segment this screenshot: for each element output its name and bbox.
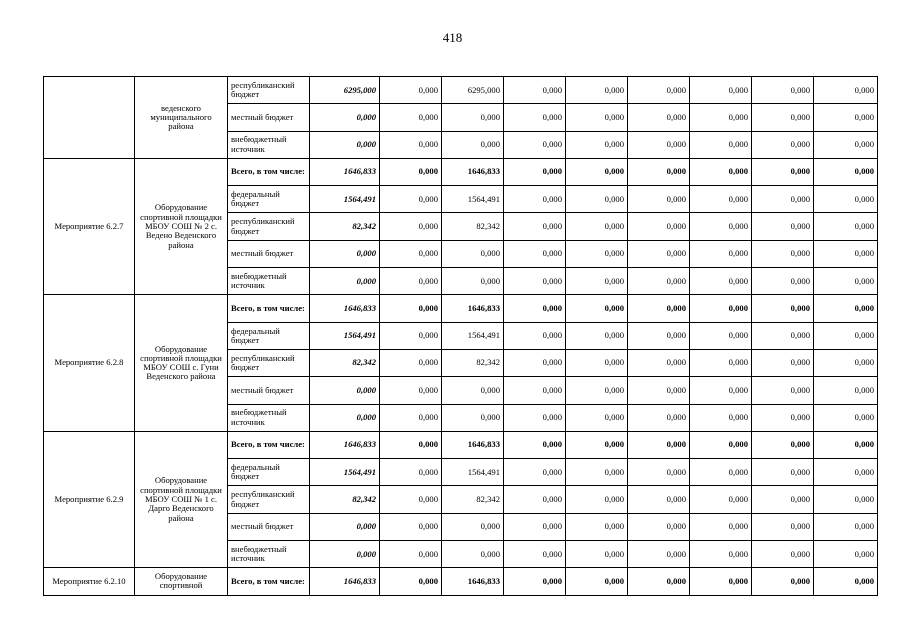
year-value-cell: 0,000 — [628, 186, 690, 213]
year-value-cell: 0,000 — [752, 541, 814, 568]
year-value-cell: 0,000 — [814, 131, 878, 158]
year-value-cell: 0,000 — [566, 322, 628, 349]
year-value-cell: 0,000 — [566, 404, 628, 431]
page-number: 418 — [442, 30, 463, 45]
year-value-cell: 0,000 — [504, 322, 566, 349]
year-value-cell: 0,000 — [504, 431, 566, 458]
year-value-cell: 0,000 — [504, 77, 566, 104]
year-value-cell: 0,000 — [752, 349, 814, 376]
description-cell: веденского муниципального района — [135, 77, 228, 159]
funding-source-cell: внебюджетный источник — [228, 541, 310, 568]
year-value-cell: 0,000 — [504, 486, 566, 513]
funding-source-cell: Всего, в том числе: — [228, 568, 310, 595]
year-value-cell: 0,000 — [504, 541, 566, 568]
year-value-cell: 0,000 — [504, 513, 566, 540]
total-cell: 0,000 — [310, 377, 380, 404]
year-value-cell: 0,000 — [566, 131, 628, 158]
year-value-cell: 0,000 — [504, 295, 566, 322]
year-value-cell: 0,000 — [752, 513, 814, 540]
event-cell: Мероприятие 6.2.8 — [44, 295, 135, 431]
total-cell: 1564,491 — [310, 459, 380, 486]
year-value-cell: 0,000 — [690, 349, 752, 376]
year-value-cell: 0,000 — [442, 377, 504, 404]
total-cell: 82,342 — [310, 349, 380, 376]
table-row — [44, 431, 878, 458]
year-value-cell: 0,000 — [442, 513, 504, 540]
table-row — [44, 295, 878, 322]
year-value-cell: 1564,491 — [442, 186, 504, 213]
year-value-cell: 0,000 — [690, 131, 752, 158]
year-value-cell: 1646,833 — [442, 431, 504, 458]
total-cell: 1646,833 — [310, 568, 380, 595]
funding-source-cell: Всего, в том числе: — [228, 295, 310, 322]
funding-source-cell: местный бюджет — [228, 513, 310, 540]
year-value-cell: 0,000 — [814, 349, 878, 376]
year-value-cell: 0,000 — [690, 459, 752, 486]
funding-source-cell: Всего, в том числе: — [228, 158, 310, 185]
year-value-cell: 0,000 — [628, 104, 690, 131]
year-value-cell: 0,000 — [752, 240, 814, 267]
year-value-cell: 0,000 — [814, 459, 878, 486]
year-value-cell: 0,000 — [628, 568, 690, 595]
year-value-cell: 0,000 — [690, 240, 752, 267]
year-value-cell: 0,000 — [814, 240, 878, 267]
year-value-cell: 1646,833 — [442, 295, 504, 322]
year-value-cell: 0,000 — [380, 349, 442, 376]
year-value-cell: 0,000 — [566, 568, 628, 595]
budget-table-body — [44, 77, 878, 596]
year-value-cell: 1564,491 — [442, 459, 504, 486]
year-value-cell: 0,000 — [380, 513, 442, 540]
year-value-cell: 0,000 — [566, 213, 628, 240]
year-value-cell: 0,000 — [814, 77, 878, 104]
year-value-cell: 82,342 — [442, 213, 504, 240]
year-value-cell: 0,000 — [690, 541, 752, 568]
funding-source-cell: внебюджетный источник — [228, 404, 310, 431]
total-cell: 0,000 — [310, 240, 380, 267]
year-value-cell: 0,000 — [628, 349, 690, 376]
year-value-cell: 0,000 — [752, 104, 814, 131]
funding-source-cell: местный бюджет — [228, 240, 310, 267]
funding-source-cell: республиканский бюджет — [228, 349, 310, 376]
year-value-cell: 0,000 — [814, 104, 878, 131]
year-value-cell: 0,000 — [752, 131, 814, 158]
year-value-cell: 0,000 — [690, 77, 752, 104]
year-value-cell: 0,000 — [628, 541, 690, 568]
year-value-cell: 0,000 — [628, 77, 690, 104]
total-cell: 6295,000 — [310, 77, 380, 104]
funding-source-cell: федеральный бюджет — [228, 322, 310, 349]
year-value-cell: 0,000 — [752, 486, 814, 513]
year-value-cell: 0,000 — [504, 131, 566, 158]
description-cell: Оборудование спортивной площадки МБОУ СОШ с. Гуни Веденского района — [135, 295, 228, 431]
year-value-cell: 0,000 — [566, 486, 628, 513]
year-value-cell: 0,000 — [566, 349, 628, 376]
year-value-cell: 1646,833 — [442, 158, 504, 185]
year-value-cell: 82,342 — [442, 349, 504, 376]
description-cell: Оборудование спортивной площадки МБОУ СОШ № 1 с. Дарго Веденского района — [135, 431, 228, 567]
year-value-cell: 0,000 — [380, 295, 442, 322]
year-value-cell: 0,000 — [380, 213, 442, 240]
year-value-cell: 0,000 — [628, 213, 690, 240]
year-value-cell: 0,000 — [752, 295, 814, 322]
year-value-cell: 0,000 — [752, 213, 814, 240]
event-cell: Мероприятие 6.2.9 — [44, 431, 135, 567]
description-cell: Оборудование спортивной площадки МБОУ СОШ № 2 с. Ведено Веденского района — [135, 158, 228, 294]
year-value-cell: 0,000 — [814, 322, 878, 349]
year-value-cell: 0,000 — [380, 322, 442, 349]
year-value-cell: 0,000 — [380, 158, 442, 185]
funding-source-cell: республиканский бюджет — [228, 77, 310, 104]
year-value-cell: 0,000 — [380, 404, 442, 431]
year-value-cell: 82,342 — [442, 486, 504, 513]
year-value-cell: 0,000 — [752, 404, 814, 431]
year-value-cell: 0,000 — [380, 568, 442, 595]
year-value-cell: 0,000 — [752, 268, 814, 295]
year-value-cell: 0,000 — [628, 377, 690, 404]
year-value-cell: 0,000 — [504, 349, 566, 376]
year-value-cell: 0,000 — [566, 377, 628, 404]
year-value-cell: 0,000 — [752, 377, 814, 404]
year-value-cell: 0,000 — [566, 268, 628, 295]
total-cell: 82,342 — [310, 213, 380, 240]
year-value-cell: 0,000 — [628, 404, 690, 431]
year-value-cell: 0,000 — [566, 104, 628, 131]
year-value-cell: 0,000 — [814, 186, 878, 213]
table-row — [44, 77, 878, 104]
total-cell: 0,000 — [310, 513, 380, 540]
funding-source-cell: республиканский бюджет — [228, 213, 310, 240]
total-cell: 0,000 — [310, 404, 380, 431]
year-value-cell: 0,000 — [566, 459, 628, 486]
year-value-cell: 0,000 — [380, 459, 442, 486]
year-value-cell: 0,000 — [690, 158, 752, 185]
year-value-cell: 0,000 — [628, 158, 690, 185]
year-value-cell: 0,000 — [628, 240, 690, 267]
year-value-cell: 0,000 — [442, 268, 504, 295]
table-row — [44, 158, 878, 185]
year-value-cell: 0,000 — [628, 459, 690, 486]
total-cell: 0,000 — [310, 541, 380, 568]
year-value-cell: 0,000 — [442, 240, 504, 267]
year-value-cell: 0,000 — [628, 431, 690, 458]
total-cell: 1646,833 — [310, 158, 380, 185]
year-value-cell: 0,000 — [814, 404, 878, 431]
year-value-cell: 0,000 — [628, 131, 690, 158]
year-value-cell: 0,000 — [690, 186, 752, 213]
year-value-cell: 0,000 — [814, 268, 878, 295]
event-cell — [44, 77, 135, 159]
year-value-cell: 0,000 — [442, 404, 504, 431]
year-value-cell: 0,000 — [380, 541, 442, 568]
year-value-cell: 0,000 — [380, 104, 442, 131]
funding-source-cell: Всего, в том числе: — [228, 431, 310, 458]
year-value-cell: 0,000 — [814, 513, 878, 540]
year-value-cell: 0,000 — [752, 568, 814, 595]
year-value-cell: 0,000 — [690, 104, 752, 131]
year-value-cell: 0,000 — [690, 268, 752, 295]
total-cell: 0,000 — [310, 104, 380, 131]
year-value-cell: 0,000 — [690, 213, 752, 240]
year-value-cell: 0,000 — [566, 431, 628, 458]
year-value-cell: 0,000 — [690, 322, 752, 349]
event-cell: Мероприятие 6.2.10 — [44, 568, 135, 595]
year-value-cell: 0,000 — [690, 431, 752, 458]
year-value-cell: 0,000 — [504, 186, 566, 213]
year-value-cell: 0,000 — [442, 541, 504, 568]
funding-source-cell: внебюджетный источник — [228, 131, 310, 158]
year-value-cell: 0,000 — [690, 568, 752, 595]
year-value-cell: 0,000 — [814, 568, 878, 595]
total-cell: 0,000 — [310, 131, 380, 158]
funding-source-cell: местный бюджет — [228, 104, 310, 131]
funding-source-cell: республиканский бюджет — [228, 486, 310, 513]
year-value-cell: 0,000 — [504, 568, 566, 595]
description-cell: Оборудование спортивной — [135, 568, 228, 595]
total-cell: 0,000 — [310, 268, 380, 295]
total-cell: 82,342 — [310, 486, 380, 513]
year-value-cell: 0,000 — [752, 431, 814, 458]
funding-source-cell: местный бюджет — [228, 377, 310, 404]
year-value-cell: 0,000 — [814, 377, 878, 404]
year-value-cell: 0,000 — [380, 486, 442, 513]
year-value-cell: 1564,491 — [442, 322, 504, 349]
budget-table — [43, 76, 878, 596]
year-value-cell: 0,000 — [690, 377, 752, 404]
year-value-cell: 0,000 — [566, 513, 628, 540]
table-row — [44, 568, 878, 595]
year-value-cell: 0,000 — [628, 295, 690, 322]
year-value-cell: 0,000 — [690, 404, 752, 431]
year-value-cell: 0,000 — [628, 322, 690, 349]
year-value-cell: 0,000 — [380, 131, 442, 158]
year-value-cell: 0,000 — [504, 213, 566, 240]
year-value-cell: 1646,833 — [442, 568, 504, 595]
year-value-cell: 0,000 — [628, 268, 690, 295]
year-value-cell: 0,000 — [690, 295, 752, 322]
year-value-cell: 0,000 — [566, 158, 628, 185]
year-value-cell: 0,000 — [752, 77, 814, 104]
year-value-cell: 0,000 — [380, 77, 442, 104]
year-value-cell: 0,000 — [504, 158, 566, 185]
year-value-cell: 0,000 — [628, 486, 690, 513]
year-value-cell: 0,000 — [504, 268, 566, 295]
total-cell: 1646,833 — [310, 431, 380, 458]
year-value-cell: 0,000 — [628, 513, 690, 540]
year-value-cell: 6295,000 — [442, 77, 504, 104]
year-value-cell: 0,000 — [814, 431, 878, 458]
year-value-cell: 0,000 — [752, 186, 814, 213]
year-value-cell: 0,000 — [504, 404, 566, 431]
total-cell: 1564,491 — [310, 186, 380, 213]
funding-source-cell: внебюджетный источник — [228, 268, 310, 295]
year-value-cell: 0,000 — [752, 158, 814, 185]
total-cell: 1646,833 — [310, 295, 380, 322]
year-value-cell: 0,000 — [566, 240, 628, 267]
year-value-cell: 0,000 — [380, 186, 442, 213]
year-value-cell: 0,000 — [380, 268, 442, 295]
year-value-cell: 0,000 — [380, 431, 442, 458]
funding-source-cell: федеральный бюджет — [228, 186, 310, 213]
year-value-cell: 0,000 — [504, 240, 566, 267]
year-value-cell: 0,000 — [566, 295, 628, 322]
year-value-cell: 0,000 — [442, 104, 504, 131]
event-cell: Мероприятие 6.2.7 — [44, 158, 135, 294]
year-value-cell: 0,000 — [380, 240, 442, 267]
year-value-cell: 0,000 — [504, 377, 566, 404]
year-value-cell: 0,000 — [690, 513, 752, 540]
year-value-cell: 0,000 — [690, 486, 752, 513]
year-value-cell: 0,000 — [814, 158, 878, 185]
year-value-cell: 0,000 — [566, 77, 628, 104]
year-value-cell: 0,000 — [504, 104, 566, 131]
year-value-cell: 0,000 — [442, 131, 504, 158]
year-value-cell: 0,000 — [814, 486, 878, 513]
year-value-cell: 0,000 — [380, 377, 442, 404]
year-value-cell: 0,000 — [566, 186, 628, 213]
year-value-cell: 0,000 — [566, 541, 628, 568]
year-value-cell: 0,000 — [504, 459, 566, 486]
year-value-cell: 0,000 — [814, 295, 878, 322]
funding-source-cell: федеральный бюджет — [228, 459, 310, 486]
year-value-cell: 0,000 — [752, 322, 814, 349]
year-value-cell: 0,000 — [814, 541, 878, 568]
year-value-cell: 0,000 — [752, 459, 814, 486]
year-value-cell: 0,000 — [814, 213, 878, 240]
total-cell: 1564,491 — [310, 322, 380, 349]
